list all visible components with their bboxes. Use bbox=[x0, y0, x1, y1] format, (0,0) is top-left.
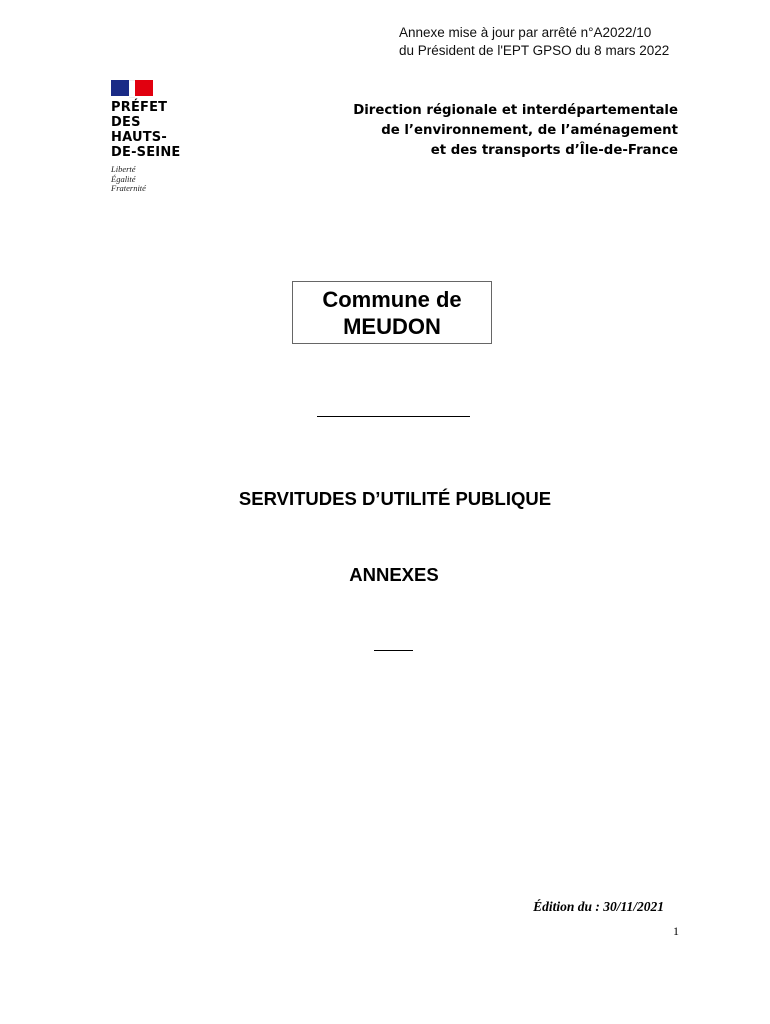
document-subtitle: ANNEXES bbox=[349, 564, 439, 585]
commune-label: Commune de bbox=[322, 286, 462, 312]
direction-header bbox=[353, 101, 678, 161]
commune-title-box bbox=[292, 281, 492, 344]
direction-line-1: Direction régionale et interdépartementale bbox=[353, 103, 678, 118]
annex-note-line-1: Annexe mise à jour par arrêté n°A2022/10 bbox=[399, 25, 652, 40]
motto-fraternite: Fraternité bbox=[111, 183, 146, 193]
motto-egalite: Égalité bbox=[111, 173, 136, 184]
motto-liberte: Liberté bbox=[111, 164, 136, 174]
republic-motto bbox=[111, 165, 191, 194]
annex-update-note bbox=[399, 24, 669, 60]
direction-line-2: de l’environnement, de l’aménagement bbox=[381, 123, 678, 138]
prefet-line-3: DE-SEINE bbox=[111, 145, 181, 160]
edition-date: Édition du : 30/11/2021 bbox=[533, 899, 664, 914]
prefet-line-2: DES HAUTS- bbox=[111, 115, 167, 145]
annex-note-line-2: du Président de l'EPT GPSO du 8 mars 2022 bbox=[399, 43, 670, 58]
direction-line-3: et des transports d’Île-de-France bbox=[430, 143, 678, 158]
prefet-logo bbox=[111, 80, 191, 194]
prefet-name bbox=[111, 100, 191, 160]
short-separator-line bbox=[374, 650, 413, 651]
french-flag-icon bbox=[111, 80, 153, 96]
separator-line bbox=[317, 416, 470, 417]
page-number: 1 bbox=[673, 924, 679, 938]
flag-blue-stripe bbox=[111, 80, 129, 96]
prefet-line-1: PRÉFET bbox=[111, 100, 168, 115]
flag-red-stripe bbox=[135, 80, 153, 96]
document-title: SERVITUDES D’UTILITÉ PUBLIQUE bbox=[238, 488, 552, 509]
commune-name: MEUDON bbox=[343, 313, 441, 339]
